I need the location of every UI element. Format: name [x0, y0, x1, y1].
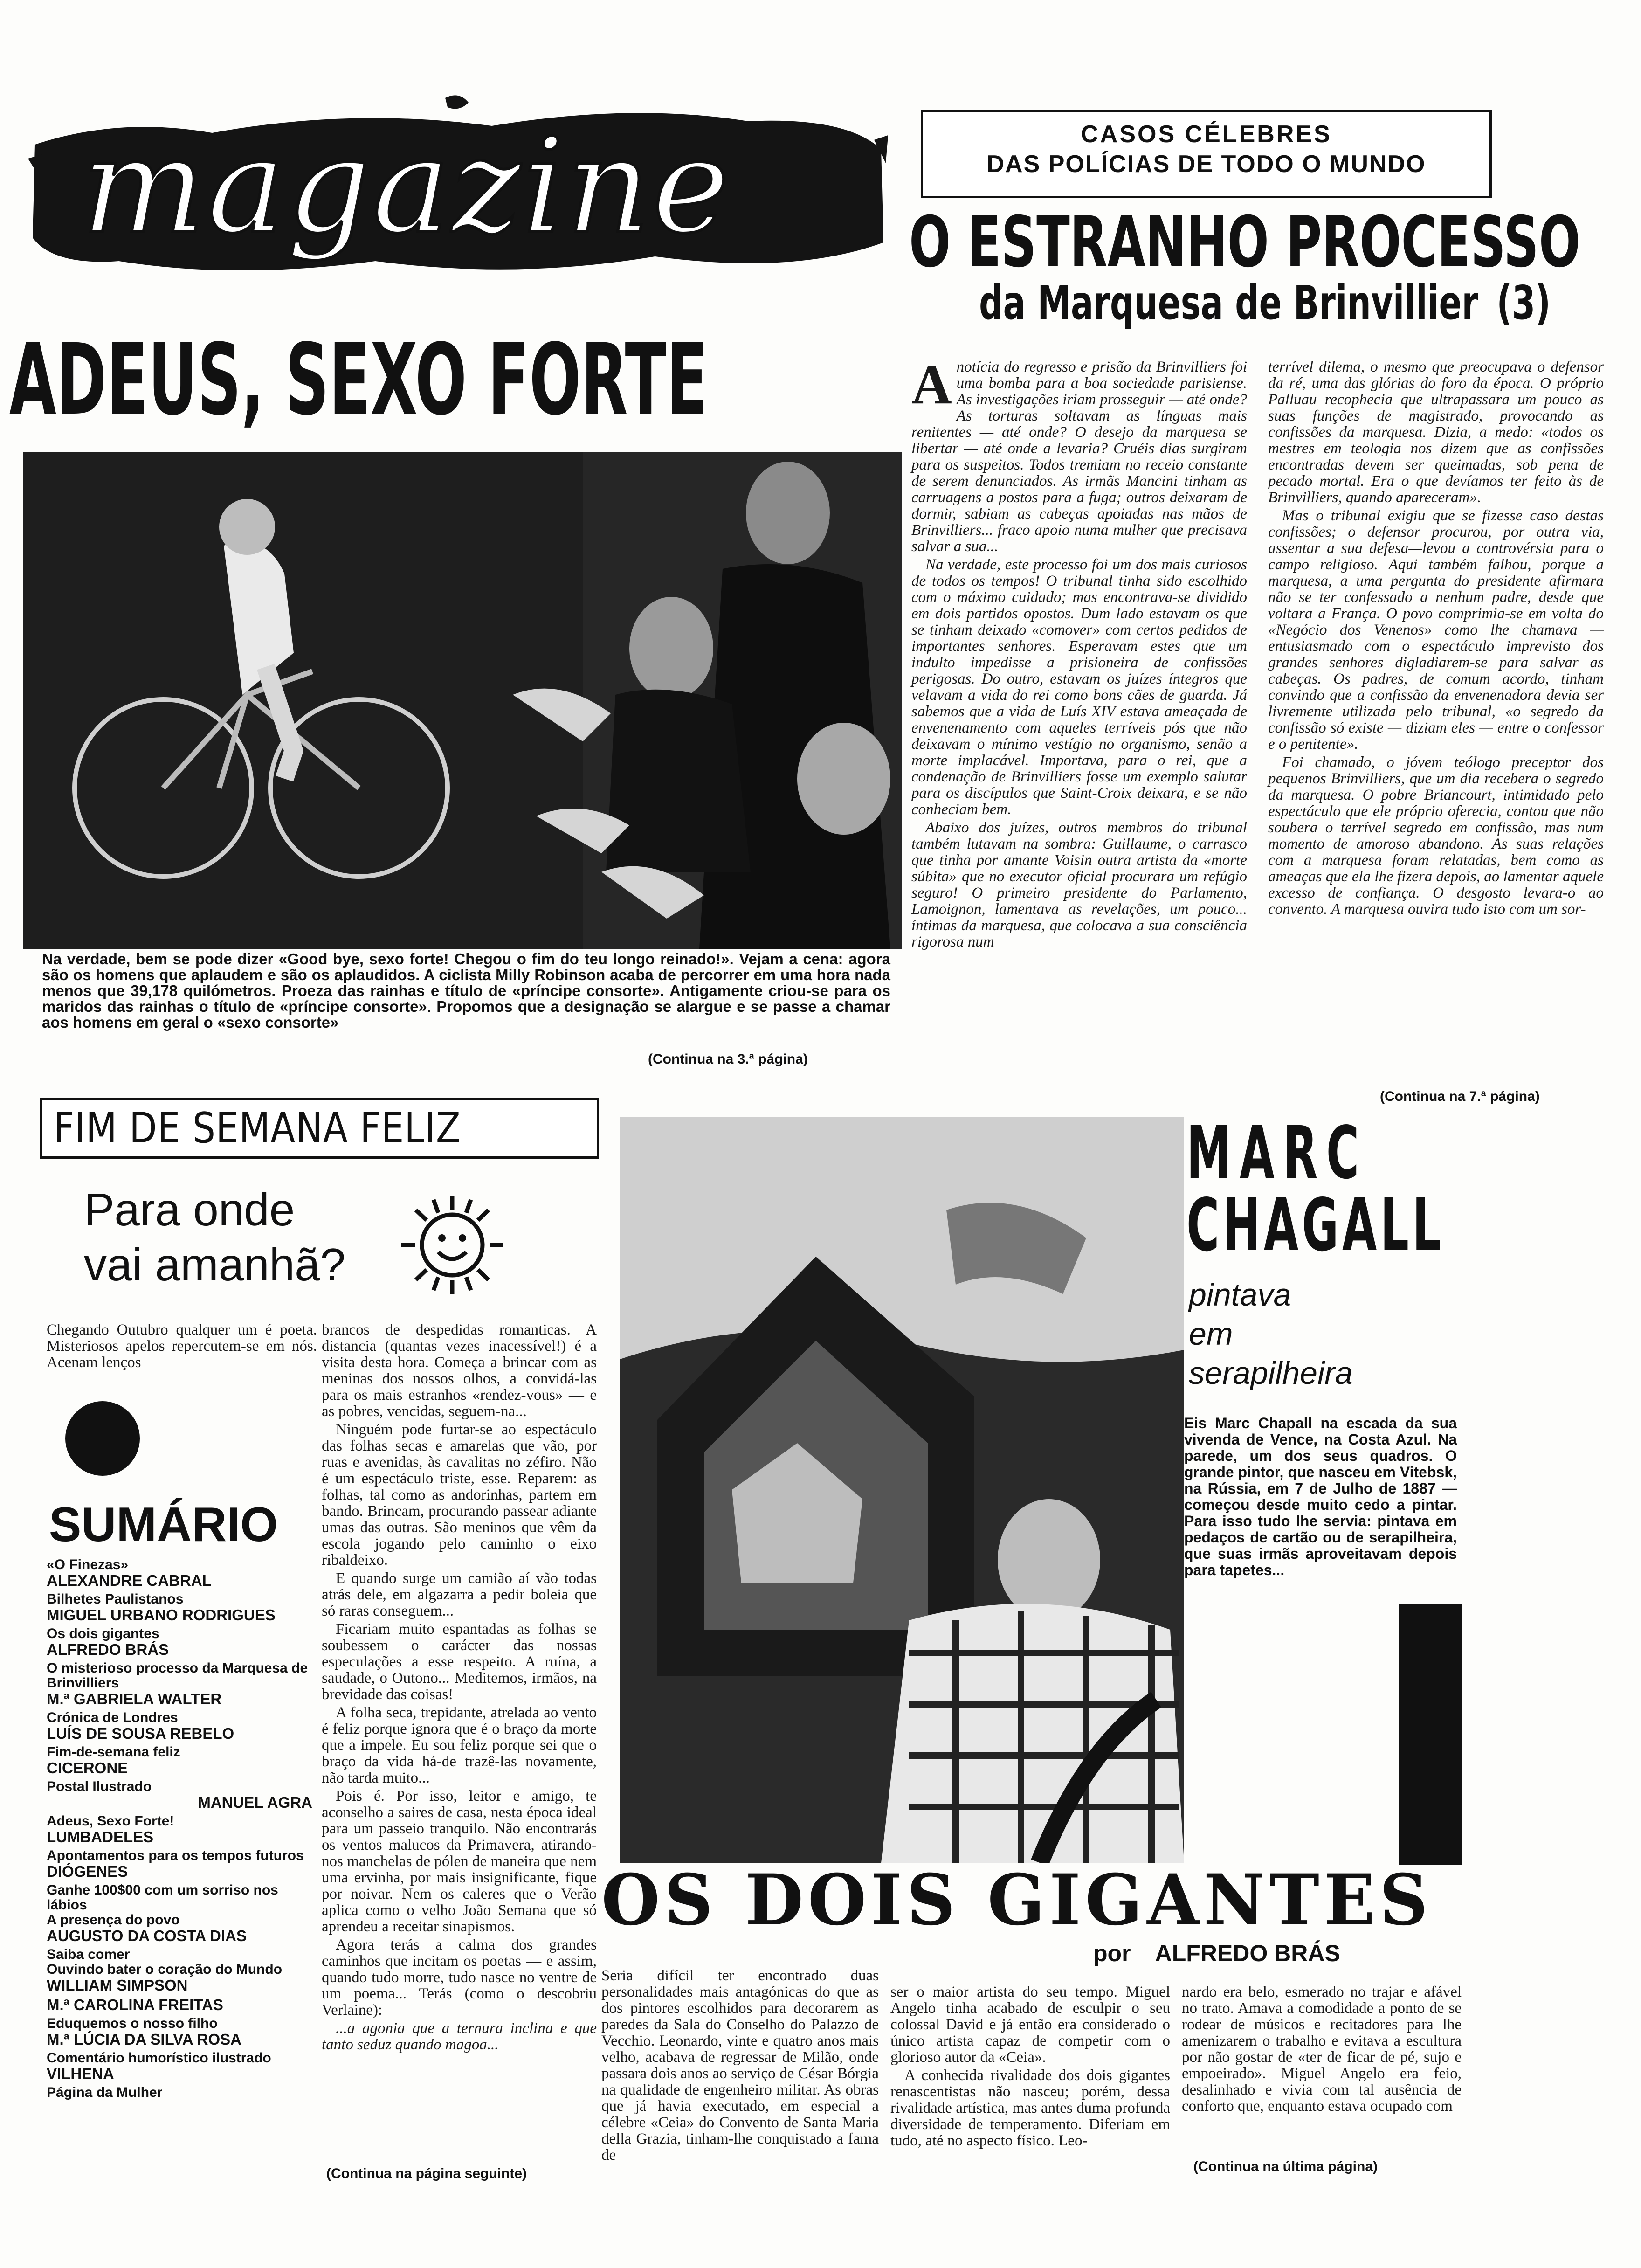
cyclist-photo: [23, 452, 902, 949]
sumario-entry: Página da Mulher: [47, 2085, 163, 2100]
brinvillier-continued: (Continua na 7.ª página): [1380, 1089, 1540, 1104]
byline-author: ALFREDO BRÁS: [1155, 1940, 1340, 1966]
chagall-title-line-2: CHAGALL: [1186, 1183, 1445, 1267]
brinvillier-col2-p2: Mas o tribunal exigiu que se fizesse caso destas confissões; o defensor procurou, por outra via, assentar a sua defesa—levou a controvérsia para o campo religioso. Aqui também falhou, porque a marquesa, a uma pergunta do presidente afirmara não se ter confessado a nenhum padre, desde que voltara a França. O povo comprimia-se em volta do «Negócio dos Venenos» como lhe chamava — entusiasmado com o espectáculo imprevisto dos grandes senhores digladiarem-se para salvar as cabeças. Os padres, de comum acordo, tinham convindo que a confissão da envenenadora devia ser livremente utilizada pelo tribunal, «o segredo da confissão só existe — diziam eles — entre o confessor e o penitente».: [1268, 507, 1604, 753]
masthead-title: magazine: [82, 111, 731, 263]
sumario-entry: Os dois gigantes ALFREDO BRÁS: [47, 1626, 169, 1658]
sumario-entry: A presença do povo AUGUSTO DA COSTA DIAS: [47, 1912, 247, 1944]
chagall-caption: Eis Marc Chapall na escada da sua vivenda de Vence, na Costa Azul. Na parede, um dos seus quadros. O grande pintor, que nasceu em Vitebsk, na Rússia, em 7 de Julho de 1887 — começou desde muito cedo a pintar. Para isso tudo lhe servia: pintava em pedaços de cartão ou de serapilheira, que suas irmãs aproveitavam depois para tapetes...: [1184, 1415, 1457, 1578]
drop-cap: A: [911, 353, 952, 415]
sumario-entry: Apontamentos para os tempos futuros DIÓGENES: [47, 1848, 304, 1880]
sumario-entry: Bilhetes Paulistanos MIGUEL URBANO RODRIGUES: [47, 1591, 276, 1624]
chagall-sub-2: em: [1189, 1316, 1233, 1352]
brinvillier-column-1: [911, 353, 1247, 1105]
sumario-entry: Postal Ilustrado MANUEL AGRA: [47, 1779, 312, 1811]
gigantes-headline: OS DOIS GIGANTES: [601, 1859, 1433, 1941]
chagall-photo: [620, 1117, 1184, 1863]
brinvillier-col1-p1: notícia do regresso e prisão da Brinvilliers foi uma bomba para a boa sociedade parisiense. As investigações iriam prosseguir — até onde? As torturas soltavam as línguas mais renitentes — até onde? O desejo da marquesa se libertar — até onde a levaria? Cruéis dias surgiram para os suspeitos. Todos tremiam no receio constante de serem denunciados. As irmãs Mancini tinham as carruagens a postos para a fuga; outros deixaram de dormir, sabiam as cabeças apoiadas nas mãos de Brinvilliers... fraco apoio numa mulher que precisava salvar a sua...: [911, 359, 1247, 555]
chagall-sub-1: pintava: [1189, 1277, 1291, 1313]
chagall-black-bar: [1399, 1604, 1462, 1865]
series-line-1: CASOS CÉLEBRES: [1081, 121, 1332, 148]
sumario-entry: O misterioso processo da Marquesa de Brinvilliers M.ª GABRIELA WALTER: [47, 1660, 308, 1708]
adeus-continued: (Continua na 3.ª página): [648, 1051, 808, 1067]
question-line-2: vai amanhã?: [84, 1239, 346, 1290]
gigantes-col-3: nardo era belo, esmerado no trajar e afável no trato. Amava a comodidade a ponto de se rodear de músicos e recitadores para lhe amenizarem o trabalho e evitava a escultura por não gostar de «ter de ficar de pé, sujo e empoeirado». Miguel Angelo era feio, desalinhado e vivia com tal ausência de conforto que, enquanto estava ocupado com: [1182, 1984, 1462, 2115]
chagall-title-line-1: MARC: [1186, 1111, 1368, 1195]
fim-semana-title: FIM DE SEMANA FELIZ: [54, 1104, 461, 1153]
question-line-1: Para onde: [84, 1184, 295, 1235]
gigantes-byline: [1093, 1940, 1340, 1967]
chagall-subtitle: [1189, 1275, 1353, 1393]
sumario-entry: M.ª CAROLINA FREITAS: [47, 1996, 223, 2013]
fim-semana-banner: [40, 1098, 599, 1159]
brinvillier-subtitle-line: [979, 276, 1551, 330]
fim-p8: ...a agonia que a ternura inclina e que tanto seduz quando magoa...: [322, 2020, 597, 2053]
brinvillier-col2-p3: Foi chamado, o jóvem teólogo preceptor dos pequenos Brinvilliers, que um dia recebera o segredo da marquesa. O pobre Briancourt, intimidado pelo espectáculo que ele próprio oferecia, contou que não soubera o terrível segredo em confissão, mas num momento de amoroso abandono. As suas relações com a marquesa foram relatadas, bem como as ameaças que ela lhe fizera depois, ao lamentar aquele excesso de confiança. O desgosto levara-o ao convento. A marquesa ouvira tudo isto com um sor-: [1268, 754, 1604, 918]
brinvillier-part: (3): [1496, 276, 1551, 330]
painting-icon: [620, 1117, 1184, 1863]
sumario-entry: Eduquemos o nosso filho M.ª LÚCIA DA SILVA ROSA: [47, 2016, 241, 2048]
fim-p6: Pois é. Por isso, leitor e amigo, te aconselho a saires de casa, nesta época ideal para um passeio tranquilo. Não encontrarás os ventos malucos da Primavera, atirando-nos manchelas de pólen de maneira que nem uma ervinha, por mais insignificante, fique por noivar. Nem os caleres que o Verão aplica como o velho João Semana que só aprendeu a receitar sinapismos.: [322, 1788, 597, 1935]
fim-semana-continued: (Continua na página seguinte): [326, 2166, 527, 2181]
sumario-entry: Saiba comer: [47, 1947, 130, 1962]
fim-p5: A folha seca, trepidante, atrelada ao vento é feliz porque ignora que é o braço da morte que a impele. Eu sou feliz porque sei que o braço da vida há-de trazê-las novamente, não tarda muito...: [322, 1704, 597, 1786]
brinvillier-col1-p2: Na verdade, este processo foi um dos mais curiosos de todos os tempos! O tribunal tinha sido escolhido com o máximo cuidado; mas encontrava-se dividido em dois partidos opostos. Dum lado estavam os que se tinham deixado «comover» com certos pedidos de importantes senhores. Esperavam estes que um indulto impedisse a prisioneira de confissões perigosas. Do outro, estavam os juízes íntegros que velavam a vida do rei como bons cães de guarda. Já sabemos que a vida de Luís XIV estava ameaçada de envenenamento com aqueles terríveis pós que não deixavam o mínimo vestígio no organismo, senão a morte implacável. Importava, para o rei, que a condenação de Brinvilliers fosse um exemplo salutar para os discípulos que Saint-Croix deixara, e se não conheciam bem.: [911, 556, 1247, 818]
brinvillier-title: O ESTRANHO PROCESSO: [909, 202, 1581, 283]
sumario-entry: Adeus, Sexo Forte! LUMBADELES: [47, 1813, 174, 1846]
brinvillier-col2-p1: terrível dilema, o mesmo que preocupava o defensor da ré, uma das glórias do foro da época. O próprio Palluau recophecia que ultrapassara um pouco as suas funções de magistrado, provocando as confissões da marquesa. Dizia, a medo: «todos os mestres em teologia nos dizem que as confissões encontradas devem ser queimadas, sob pena de pecado mortal. Era o que devíamos ter feito às de Brinvilliers, quando apareceram».: [1268, 359, 1604, 506]
brinvillier-col1-p3: Abaixo dos juízes, outros membros do tribunal também lutavam na sombra: Guillaume, o carrasco que tinha por amante Voisin outra artista da «morte súbita» que no executor oficial procurara um refúgio seguro! O primeiro presidente do Parlamento, Lamoignon, lamentava as revelações, um pouco... íntimas da marquesa, que colocava a sua consciência rigorosa num: [911, 819, 1247, 950]
fim-p3: E quando surge um camião aí vão todas atrás dele, em algazarra a pedir boleia que só raras conseguem...: [322, 1570, 597, 1619]
sun-icon: [387, 1187, 517, 1303]
gigantes-col-2: [890, 1984, 1170, 2151]
sumario-entry: Fim-de-semana feliz CICERONE: [47, 1744, 180, 1777]
series-box: [921, 110, 1492, 198]
chagall-sub-3: serapilheira: [1189, 1355, 1353, 1391]
gigantes-continued: (Continua na última página): [1193, 2159, 1378, 2174]
gigantes-col2-p1: ser o maior artista do seu tempo. Miguel Angelo tinha acabado de esculpir o seu colossal David e já então era considerado o único artista capaz de competir com o glorioso autor da «Ceia».: [890, 1984, 1170, 2066]
sumario-dot: [65, 1401, 140, 1476]
fim-p1: brancos de despedidas romanticas. A distancia (quantas vezes inacessível!) é a visita desta hora. Começa a brincar com as meninas dos nossos olhos, a convidá-las para os mais estranhos «rendez-vous» — e as pobres, vencidas, seguem-na...: [322, 1321, 597, 1420]
brinvillier-column-2: [1268, 359, 1604, 1105]
fim-semana-question: [84, 1182, 345, 1292]
sumario-title: SUMÁRIO: [49, 1498, 278, 1552]
fim-p2: Ninguém pode furtar-se ao espectáculo das folhas secas e amarelas que vão, por ruas e avenidas, às cavalitas no zéfiro. Não é um espectáculo triste, esse. Reparem: as folhas, tal como as andorinhas, partem em bando. Brincam, procurando passear adiante umas das outras. São meninos que vêm da escola jogando pelo caminho o eixo ribaldeixo.: [322, 1421, 597, 1569]
bicycle-icon: [23, 452, 902, 949]
adeus-headline: ADEUS, SEXO FORTE: [9, 323, 708, 437]
fim-p4: Ficariam muito espantadas as folhas se soubessem o carácter das nossas especulações a esse respeito. A ruína, a saudade, o Outono... Meditemos, irmãos, na brevidade das coisas!: [322, 1621, 597, 1703]
adeus-caption: Na verdade, bem se pode dizer «Good bye, sexo forte! Chegou o fim do teu longo reinado!». Vejam a cena: agora são os homens que aplaudem e são os aplaudidos. A ciclista Milly Robinson acaba de percorrer em uma hora nada menos que 39,178 quilómetros. Proeza das rainhas e título de «príncipe consorte». Antigamente criou-se para os maridos das rainhas o título de «príncipe consorte». Propomos que a designação se alargue e se passe a chamar aos homens em geral o «sexo consorte»: [42, 950, 890, 1031]
gigantes-col2-p2: A conhecida rivalidade dos dois gigantes renascentistas não nasceu; porém, dessa rivalidade artística, mas antes duma profunda diversidade de temperamento. Diferiam em tudo, até no aspecto físico. Leo-: [890, 2067, 1170, 2149]
chagall-title: [1186, 1111, 1445, 1267]
fim-semana-col-right: [322, 1322, 597, 2152]
fim-semana-col-left: Chegando Outubro qualquer um é poeta. Misteriosos apelos repercutem-se em nós. Acenam lenços: [47, 1321, 317, 1371]
masthead-logo: [26, 89, 890, 284]
sumario-entry: «O Finezas» ALEXANDRE CABRAL: [47, 1557, 212, 1589]
sumario-entry: Crónica de Londres LUÍS DE SOUSA REBELO: [47, 1710, 234, 1742]
sumario-entry: Ganhe 100$00 com um sorriso nos lábios: [47, 1882, 278, 1913]
fim-p7: Agora terás a calma dos grandes caminhos que incitam os poetas — e assim, quando tudo morre, tudo nasce no ventre de um poema... Terás (como o descobriu Verlaine):: [322, 1936, 597, 2019]
sumario-entry: Ouvindo bater o coração do Mundo WILLIAM SIMPSON: [47, 1962, 283, 1994]
gigantes-col-1: Seria difícil ter encontrado duas personalidades mais antagónicas do que as dos pintores escolhidos para decorarem as paredes da Sala do Conselho do Palazzo de Vecchio. Leonardo, vinte e quatro anos mais velho, acabava de regressar de Milão, onde passara dois anos ao serviço de César Bórgia na qualidade de engenheiro militar. As obras que já havia executado, em especial a célebre «Ceia» do Convento de Santa Maria della Grazia, tinham-lhe conquistado a fama de: [601, 1967, 879, 2164]
sumario-entry: Comentário humorístico ilustrado VILHENA: [47, 2050, 271, 2082]
series-line-2: DAS POLÍCIAS DE TODO O MUNDO: [986, 151, 1426, 178]
sumario-list: [47, 1557, 312, 2100]
byline-por: por: [1093, 1940, 1131, 1966]
brinvillier-subtitle: da Marquesa de Brinvillier: [979, 276, 1478, 330]
